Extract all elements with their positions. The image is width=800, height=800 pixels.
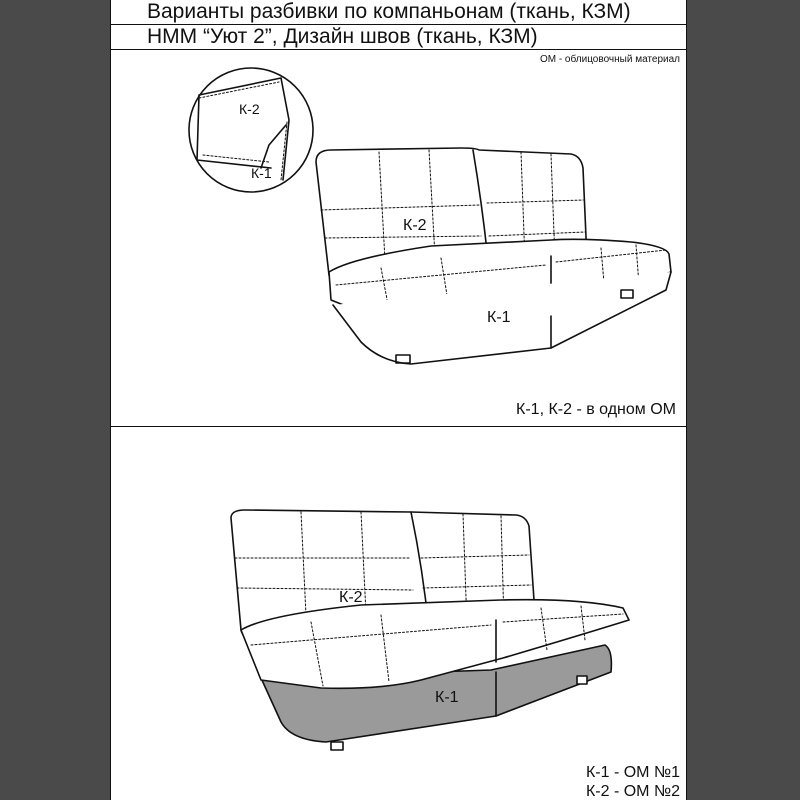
- om-note: ОМ - облицовочный материал: [539, 54, 680, 65]
- top-sofa-drawing: [111, 50, 687, 430]
- bottom-label-k2: К-2: [339, 589, 363, 606]
- legend-k1: К-1 - ОМ №1: [585, 764, 680, 781]
- detail-label-k2: К-2: [239, 101, 260, 117]
- top-caption: К-1, К-2 - в одном ОМ: [516, 401, 676, 418]
- document-sheet: [110, 0, 687, 800]
- top-label-k1: К-1: [487, 309, 511, 326]
- bottom-sofa-drawing: [111, 440, 687, 740]
- bottom-label-k1: К-1: [435, 689, 459, 706]
- top-label-k2: К-2: [403, 217, 427, 234]
- legend-k2: К-2 - ОМ №2: [585, 783, 680, 800]
- title-line-1: Варианты разбивки по компаньонам (ткань, КЗМ): [111, 0, 686, 25]
- detail-label-k1: К-1: [251, 165, 272, 181]
- panel-divider: [111, 426, 686, 427]
- title-line-2: НММ “Уют 2”, Дизайн швов (ткань, КЗМ): [111, 25, 686, 50]
